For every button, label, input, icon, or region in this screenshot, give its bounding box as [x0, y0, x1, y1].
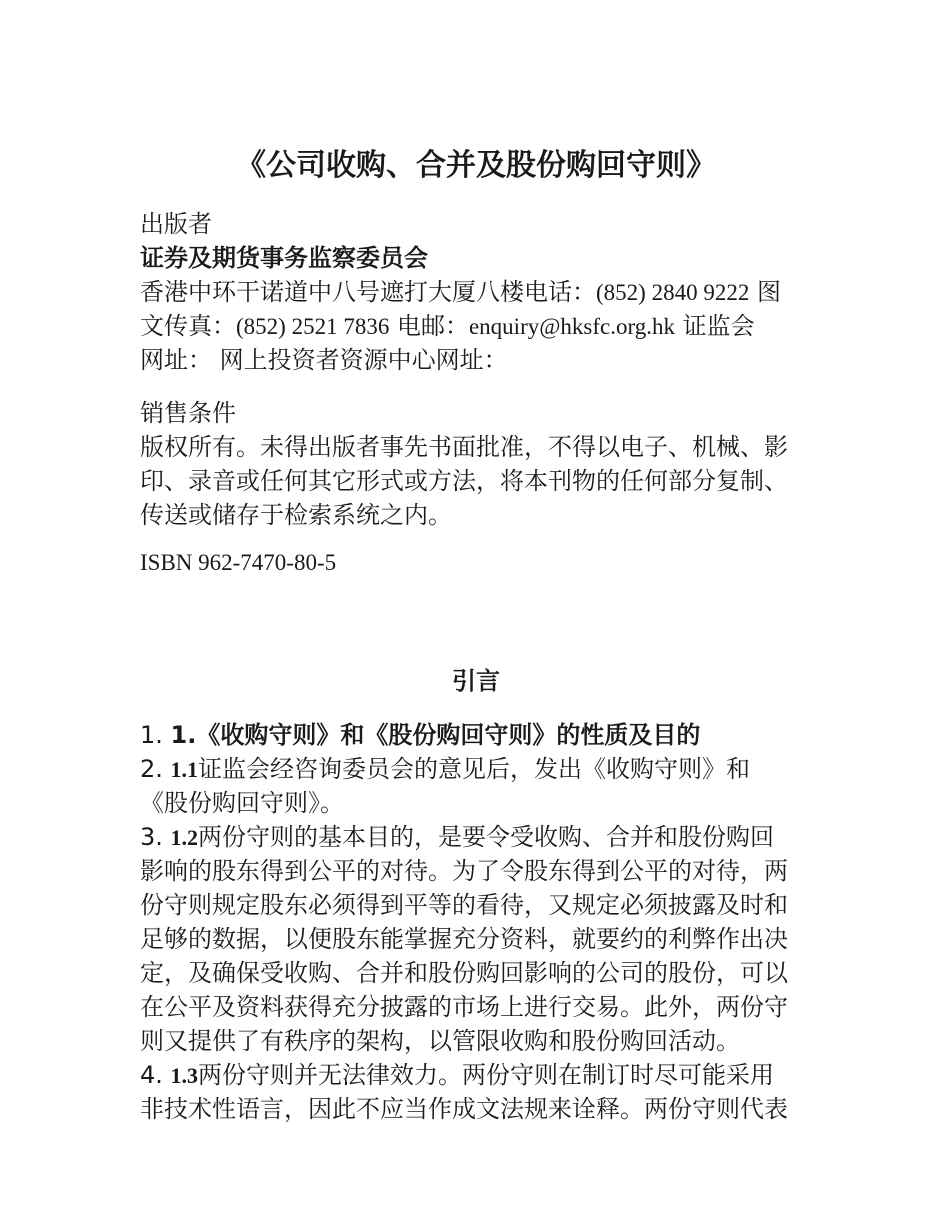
fax-label: 文传真： [140, 312, 236, 340]
intro-paragraph-3-line-5: 定，及确保受收购、合并和股份购回影响的公司的股份，可以 [140, 959, 788, 987]
publisher-address-line-1 [140, 275, 812, 309]
intro-paragraph-2-line-2: 《股份购回守则》。 [140, 789, 344, 817]
intro-paragraph-3-line-2: 影响的股东得到公平的对待。为了令股东得到公平的对待，两 [140, 857, 788, 885]
paragraph-text: 证监会经咨询委员会的意见后，发出《收购守则》和 [198, 755, 751, 783]
intro-section [140, 718, 812, 1126]
publisher-org: 证券及期货事务监察委员会 [140, 244, 428, 272]
intro-paragraph-4-line-1 [140, 1058, 812, 1092]
publisher-address-line-3: 网址： 网上投资者资源中心网址： [140, 346, 508, 374]
intro-paragraph-3-line-7: 则又提供了有秩序的架构，以管限收购和股份购回活动。 [140, 1027, 740, 1055]
address-text-tail: 图 [756, 278, 781, 306]
isbn: ISBN 962-7470-80-5 [140, 550, 337, 575]
intro-paragraph-3-line-6: 在公平及资料获得充分披露的市场上进行交易。此外，两份守 [140, 993, 788, 1021]
paragraph-number: 2. [140, 755, 171, 783]
section-code: 1.2 [170, 825, 199, 850]
paragraph-number: 4. [140, 1061, 171, 1089]
sale-line-2: 印、录音或任何其它形式或方法，将本刊物的任何部分复制、 [140, 467, 788, 495]
publisher-heading: 出版者 [140, 210, 212, 238]
publisher-address-line-2 [140, 309, 812, 343]
paragraph-number: 3. [140, 823, 171, 851]
sale-line-1: 版权所有。未得出版者事先书面批准，不得以电子、机械、影 [140, 433, 788, 461]
sfc-label: 证监会 [682, 312, 755, 340]
intro-paragraph-3-line-4: 足够的数据，以便股东能掌握充分资料，就要约的利弊作出决 [140, 925, 788, 953]
paragraph-text: 两份守则的基本目的，是要令受收购、合并和股份购回 [198, 823, 775, 851]
paragraph-text: 两份守则并无法律效力。两份守则在制订时尽可能采用 [198, 1061, 775, 1089]
sale-heading: 销售条件 [140, 399, 236, 427]
sale-conditions-section [140, 396, 812, 532]
fax-number: (852) 2521 7836 [236, 314, 390, 339]
sale-line-3: 传送或储存于检索系统之内。 [140, 501, 452, 529]
section-code: 1.1 [170, 757, 199, 782]
paragraph-heading: 1.《收购守则》和《股份购回守则》的性质及目的 [170, 721, 701, 749]
address-text: 香港中环干诺道中八号遮打大厦八楼电话： [140, 278, 596, 306]
email-address: enquiry@hksfc.org.hk [468, 314, 675, 339]
phone-number: (852) 2840 9222 [596, 280, 750, 305]
intro-paragraph-2-line-1 [140, 752, 812, 786]
intro-paragraph-4-line-2: 非技术性语言，因此不应当作成文法规来诠释。两份守则代表 [140, 1095, 788, 1123]
intro-paragraph-1 [140, 718, 812, 752]
document-title: 《公司收购、合并及股份购回守则》 [236, 148, 716, 183]
intro-paragraph-3-line-1 [140, 820, 812, 854]
section-code: 1.3 [170, 1063, 199, 1088]
intro-heading: 引言 [452, 667, 500, 695]
paragraph-number: 1. [140, 721, 171, 749]
intro-paragraph-3-line-3: 份守则规定股东必须得到平等的看待，又规定必须披露及时和 [140, 891, 788, 919]
email-label: 电邮： [396, 312, 469, 340]
publisher-section [140, 207, 812, 377]
